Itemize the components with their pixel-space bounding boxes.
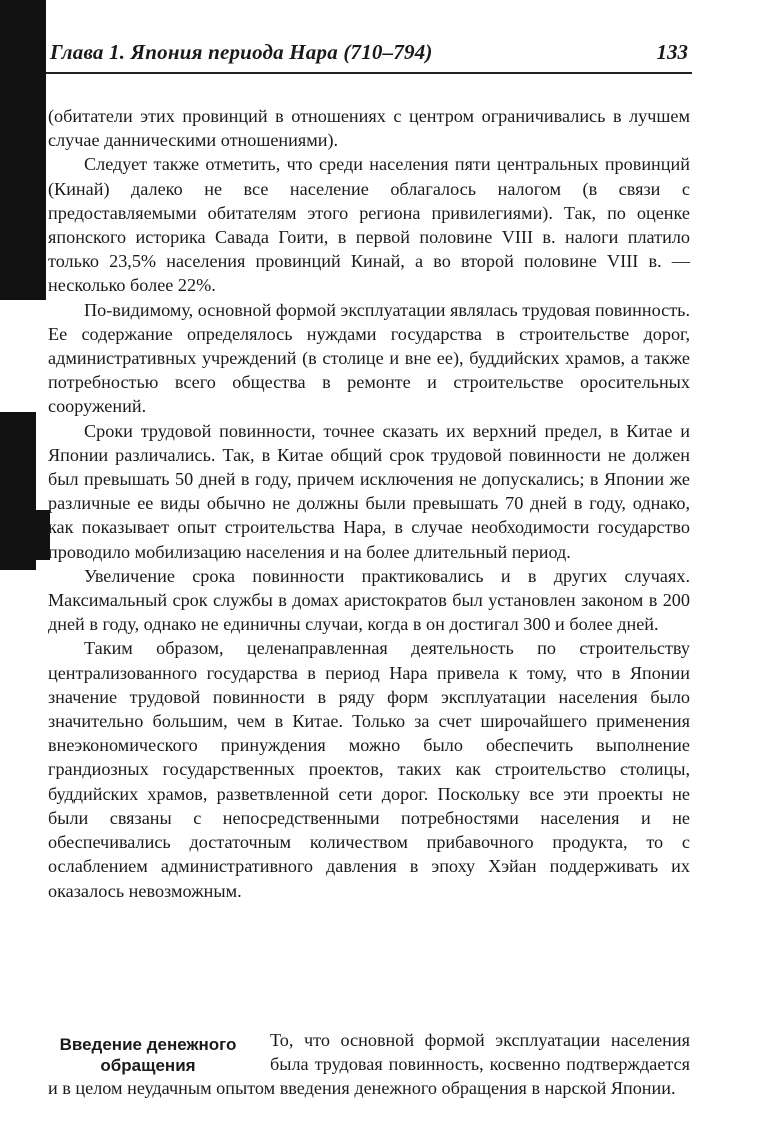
scan-shadow-middle [0,412,36,570]
main-text [48,104,690,903]
paragraph: По-видимому, основной формой эксплуатации являлась трудовая повинность. Ее содержание определялось нуждами государства в строительстве дорог, административных учреждений (в столице и вне ее), буддийских храмов, а также потребностью всего общества в ремонте и строительстве оросительных сооружений. [48,299,690,417]
final-section [48,1028,690,1101]
paragraph: Увеличение срока повинности практиковались и в других случаях. Максимальный срок службы в домах аристократов был установлен законом в 200 дней в году, однако не единичны случаи, когда в он достигал 300 и более дней. [48,565,690,635]
running-header [46,38,692,74]
paragraph: Сроки трудовой повинности, точнее сказать их верхний предел, в Китае и Японии различались. Так, в Китае общий срок трудовой повинности не должен был превышать 50 дней в году, причем исключения не допускались; в Японии же различные ее виды обычно не должны были превышать 70 дней в году, однако, как показывает опыт строительства Нара, в случае необходимости государство проводило мобилизацию населения и на более длительный период. [48,420,690,562]
paragraph: Таким образом, целенаправленная деятельность по строительству централизованного государства в период Нара привела к тому, что в Японии значение трудовой повинности в ряду форм эксплуатации населения было значительно большим, чем в Китае. Только за счет широчайшего применения внеэкономического принуждения можно было обеспечить выполнение грандиозных государственных проектов, таких как строительство столицы, буддийских храмов, разветвленной сети дорог. Поскольку все эти проекты не были связаны с непосредственными потребностями населения и не обеспечивались достаточным количеством прибавочного продукта, то с ослаблением административного давления в эпоху Хэйан поддерживать их оказалось невозможным. [48,638,690,901]
paragraph: Следует также отметить, что среди населения пяти центральных провинций (Кинай) далеко не все население облагалось налогом (в связи с предоставляемыми обитателям этого региона привилегиями). Так, по оценке японского историка Савада Гоити, в первой половине VIII в. налоги платило только 23,5% населения провинций Кинай, а во второй половине VIII в. — несколько более 22%. [48,154,690,296]
paragraph-continuation: (обитатели этих провинций в отношениях с центром ограничивались в лучшем случае данническими отношениями). [48,106,690,151]
chapter-title: Глава 1. Япония периода Нара (710–794) [50,40,433,64]
section-sidenote: Введение денежного обращения [59,1035,237,1075]
paragraph: То, что основной формой эксплуатации населения была трудовая повинность, косвенно подтверждается и в целом неудачным опытом введения денежного обращения в нарской Японии. [48,1030,690,1099]
page-number: 133 [656,40,688,64]
scan-shadow-top [0,0,46,300]
